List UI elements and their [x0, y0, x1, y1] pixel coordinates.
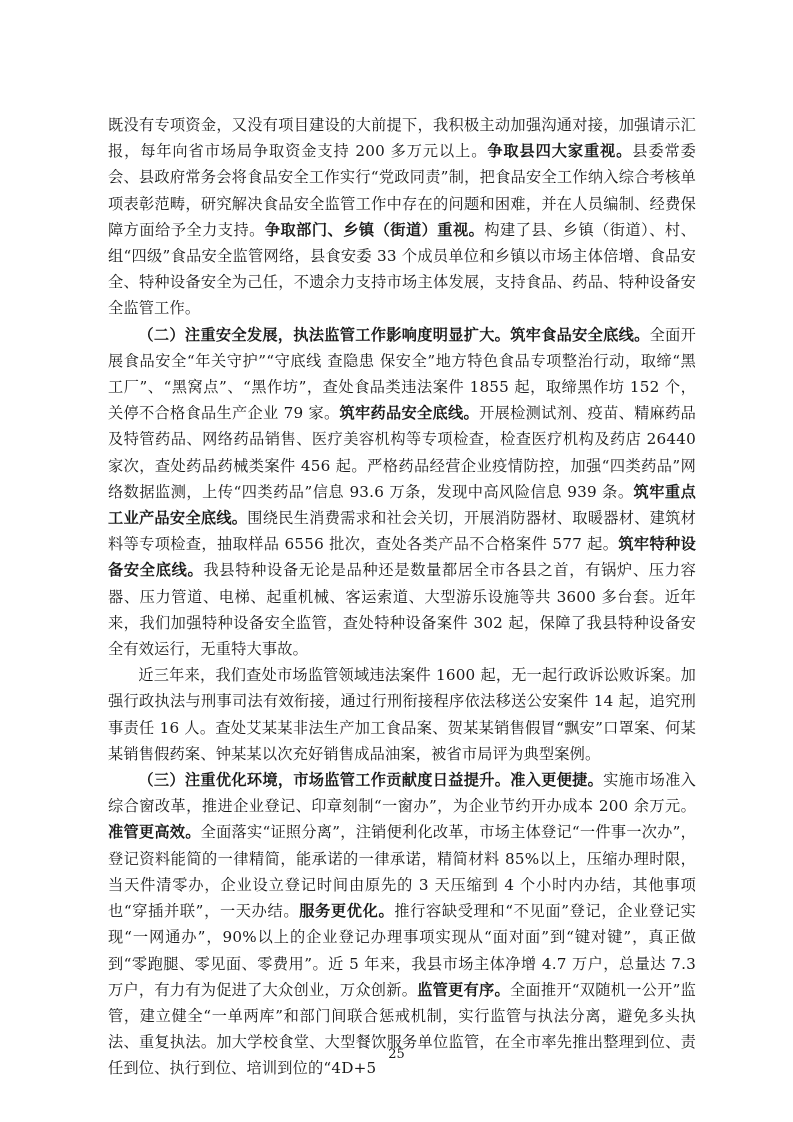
text-run: 构建了县、乡镇（街道）、村、组“四级”食品安全监管网络，县食安委 33 个成员单位和乡镇以市场主体倍增、食品安全、特种设备安全为己任，不遗余力支持市场主体发展，支持食品、药品、特种设备安全监管工作。	[108, 220, 697, 318]
page-number: 25	[388, 1047, 405, 1062]
text-run: 推行容缺受理和“不见面”登记，企业登记实现“一网通办”，90%以上的企业登记办理事项实现从“面对面”到“键对键”，真正做到“零跑腿、零见面、零费用”。近 5 年来，我县市场主体净增 4.7 万户，总量达 7.3 万户，有力有为促进了大众创业，万众创新。	[108, 902, 696, 999]
bold-heading-run: 服务更优化。	[299, 902, 395, 921]
text-run: 实施市场准入综合窗改革，推进企业登记、印章刻制“一窗办”，为企业节约开办成本 200 余万元。	[108, 771, 696, 816]
bold-heading-run: 筑牢食品安全底线。	[510, 325, 650, 344]
bold-heading-run: 争取部门、乡镇（街道）重视。	[264, 220, 485, 239]
bold-heading-run: 准管更高效。	[108, 823, 201, 842]
bold-heading-run: 筑牢药品安全底线。	[339, 404, 480, 423]
text-run: 围绕民生消费需求和社会关切，开展消防器材、取暖器材、建筑材料等专项检查，抽取样品 6556 批次，查处各类产品不合格案件 577 起。	[108, 509, 696, 554]
bold-heading-run: 准入更便捷。	[510, 771, 604, 790]
bold-heading-run: 监管更有序。	[417, 980, 510, 999]
body-text	[108, 112, 696, 1082]
text-run: 既没有专项资金，又没有项目建设的大前提下，我积极主动加强沟通对接，加强请示汇报，每年向省市场局争取资金支持 200 多万元以上。	[108, 116, 696, 161]
section-heading: （二）注重安全发展，执法监管工作影响度明显扩大。	[138, 325, 511, 344]
bold-heading-run: 争取县四大家重视。	[487, 142, 633, 161]
text-run: 全面推开“双随机一公开”监管，建立健全“一单两库”和部门间联合惩戒机制，实行监管与执法分离，避免多头执法、重复执法。加大学校食堂、大型餐饮服务单位监管，在全市率先推出整理到位、责任到位、执行到位、培训到位的“4D+5	[108, 980, 697, 1078]
text-run: 开展检测试剂、疫苗、精麻药品及特管药品、网络药品销售、医疗美容机构等专项检查，检查医疗机构及药店 26440 家次，查处药品药械类案件 456 起。严格药品经营企业疫情防控，加强“四类药品”网络数据监测，上传“四类药品”信息 93.6 万条，发现中高风险信息 939 条。	[108, 404, 696, 501]
paragraph-2	[108, 322, 696, 663]
paragraph-1	[108, 112, 696, 322]
bold-heading-run: 筑牢特种设备安全底线。	[108, 535, 697, 580]
text-run: 我县特种设备无论是品种还是数量都居全市各县之首，有锅炉、压力容器、压力管道、电梯、起重机械、客运索道、大型游乐设施等共 3600 多台套。近年来，我们加强特种设备安全监管，查处特种设备案件 302 起，保障了我县特种设备安全有效运行，无重特大事故。	[108, 561, 696, 659]
section-heading: （三）注重优化环境，市场监管工作贡献度日益提升。	[138, 771, 511, 790]
bold-heading-run: 筑牢重点工业产品安全底线。	[108, 482, 696, 528]
text-run: 近三年来，我们查处市场监管领域违法案件 1600 起，无一起行政诉讼败诉案。加强行政执法与刑事司法有效衔接，通过行刑衔接程序依法移送公安案件 14 起，追究刑事责任 16 人。查处艾某某非法生产加工食品案、贺某某销售假冒“飘安”口罩案、何某某销售假药案、钟某某以次充好销售成品油案，被省市局评为典型案例。	[108, 666, 696, 763]
text-run: 县委常委会、县政府常务会将食品安全工作实行“党政同责”制，把食品安全工作纳入综合考核单项表彰范畴，研究解决食品安全监管工作中存在的问题和困难，并在人员编制、经费保障方面给予全力支持。	[108, 142, 696, 239]
paragraph-3	[108, 662, 696, 767]
text-run: 全面开展食品安全“年关守护”“守底线 查隐患 保安全”地方特色食品专项整治行动，取缔“黑工厂”、“黑窝点”、“黑作坊”，查处食品类违法案件 1855 起，取缔黑作坊 152 个，关停不合格食品生产企业 79 家。	[108, 325, 696, 423]
paragraph-4	[108, 767, 696, 1081]
text-run: 全面落实“证照分离”，注销便利化改革，市场主体登记“一件事一次办”，登记资料能简的一律精简，能承诺的一律承诺，精简材料 85%以上，压缩办理时限，当天件清零办，企业设立登记时间由原先的 3 天压缩到 4 个小时内办结，其他事项也“穿插并联”，一天办结。	[108, 823, 697, 921]
